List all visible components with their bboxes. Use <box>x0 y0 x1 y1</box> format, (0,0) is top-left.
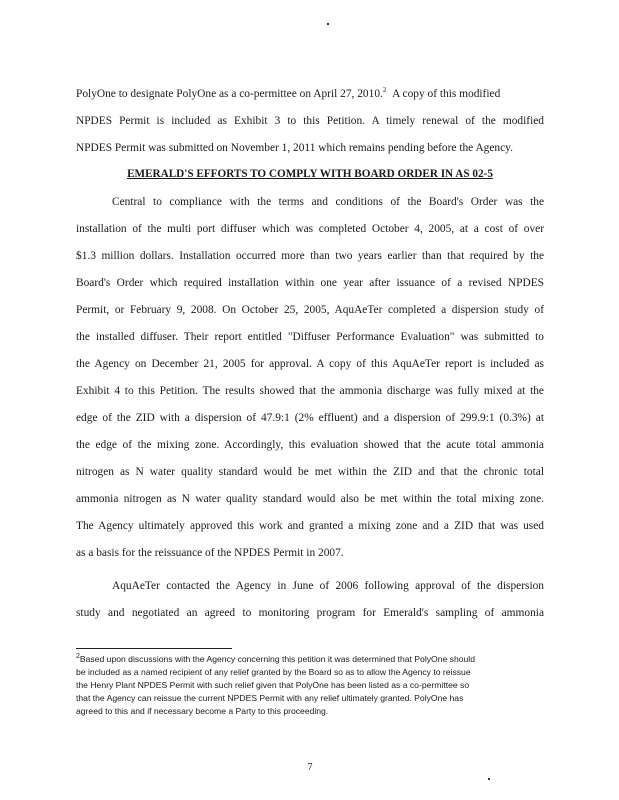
section-heading: EMERALD'S EFFORTS TO COMPLY WITH BOARD ORDER IN AS 02-5 <box>127 168 493 180</box>
body-line: AquAeTer contacted the Agency in June of 2006 following approval of the dispersion <box>112 580 544 592</box>
scan-speck <box>488 778 490 780</box>
body-line: installation of the multi port diffuser which was completed October 4, 2005, at a cost of over <box>76 223 544 235</box>
scan-speck <box>327 23 329 25</box>
footnote-line: agreed to this and if necessary become a Party to this proceeding. <box>76 706 329 716</box>
body-text: A copy of this modified <box>392 88 501 100</box>
body-line: the installed diffuser. Their report entitled "Diffuser Performance Evaluation" was submitted to <box>76 331 544 343</box>
body-line: The Agency ultimately approved this work and granted a mixing zone and a ZID that was used <box>76 520 544 532</box>
body-line: NPDES Permit was submitted on November 1, 2011 which remains pending before the Agency. <box>76 142 513 154</box>
footnote-divider <box>76 648 232 649</box>
body-line: $1.3 million dollars. Installation occurred more than two years earlier than that required by the <box>76 250 544 262</box>
footnote-text: Based upon discussions with the Agency concerning this petition it was determined that PolyOne should <box>79 654 475 664</box>
body-line: Exhibit 4 to this Petition. The results showed that the ammonia discharge was fully mixed at the <box>76 385 544 397</box>
body-line: Board's Order which required installation within one year after issuance of a revised NPDES <box>76 277 544 289</box>
footnote-line <box>76 654 544 664</box>
body-line: study and negotiated an agreed to monitoring program for Emerald's sampling of ammonia <box>76 607 544 619</box>
body-line: the Agency on December 21, 2005 for approval. A copy of this AquAeTer report is included as <box>76 358 544 370</box>
page-number: 7 <box>307 762 313 773</box>
body-text: PolyOne to designate PolyOne as a co-permittee on April 27, 2010. <box>76 88 383 100</box>
footnote-ref: 2 <box>382 86 387 95</box>
body-line: as a basis for the reissuance of the NPDES Permit in 2007. <box>76 547 344 559</box>
footnote-line: the Henry Plant NPDES Permit with such relief given that PolyOne has been listed as a co-permittee so <box>76 680 470 690</box>
footnote-line: be included as a named recipient of any relief granted by the Board so as to allow the Agency to reissue <box>76 667 471 677</box>
body-line: NPDES Permit is included as Exhibit 3 to this Petition. A timely renewal of the modified <box>76 115 544 127</box>
body-line: Permit, or February 9, 2008. On October 25, 2005, AquAeTer completed a dispersion study of <box>76 304 544 316</box>
footnote-marker: 2 <box>76 653 80 661</box>
body-line: the edge of the mixing zone. Accordingly, this evaluation showed that the acute total ammonia <box>76 439 544 451</box>
footnote-line: that the Agency can reissue the current NPDES Permit with any relief ultimately granted. PolyOne has <box>76 693 464 703</box>
body-line: edge of the ZID with a dispersion of 47.9:1 (2% effluent) and a dispersion of 299.9:1 (0.3%) at <box>76 412 544 424</box>
body-line: Central to compliance with the terms and conditions of the Board's Order was the <box>112 196 544 208</box>
body-line: nitrogen as N water quality standard would be met within the ZID and that the chronic total <box>76 466 544 478</box>
body-line: ammonia nitrogen as N water quality standard would also be met within the total mixing zone. <box>76 493 544 505</box>
body-line <box>76 88 544 100</box>
